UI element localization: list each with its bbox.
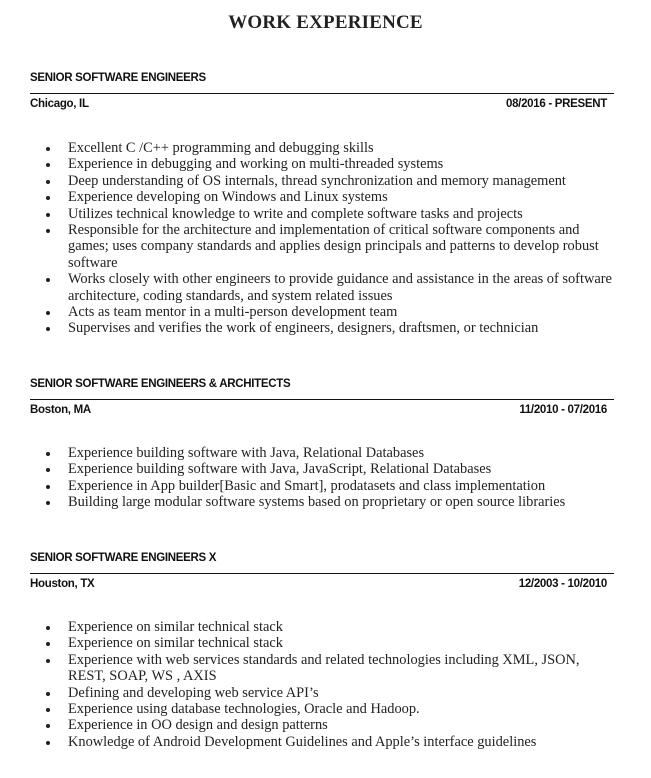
bullet-text: Responsible for the architecture and implementation of critical software components and games; uses company standards and applies design principals and patterns to develop robust software (68, 222, 599, 271)
job-title: SENIOR SOFTWARE ENGINEERS (30, 72, 206, 84)
job-title: SENIOR SOFTWARE ENGINEERS & ARCHITECTS (30, 378, 291, 390)
job-entry (30, 549, 614, 750)
bullet-icon (46, 626, 50, 630)
list-item (30, 222, 620, 271)
list-item (30, 304, 620, 320)
bullet-icon (46, 147, 50, 151)
bullet-text: Deep understanding of OS internals, thread synchronization and memory management (68, 172, 566, 189)
list-item (30, 635, 620, 651)
bullet-icon (46, 180, 50, 184)
job-bullet-list (30, 445, 614, 511)
bullet-text: Experience developing on Windows and Linux systems (68, 189, 388, 206)
bullet-text: Experience on similar technical stack (68, 635, 283, 652)
list-item (30, 271, 620, 304)
job-location: Chicago, IL (30, 98, 89, 110)
bullet-icon (46, 708, 50, 712)
bullet-icon (46, 213, 50, 217)
job-location: Houston, TX (30, 578, 95, 590)
bullet-text: Experience with web services standards and related technologies including XML, JSON, REST, SOAP, WS , AXIS (68, 651, 580, 685)
bullet-icon (46, 278, 50, 282)
page-title: WORK EXPERIENCE (228, 12, 423, 33)
bullet-icon (46, 163, 50, 167)
list-item (30, 140, 620, 156)
list-item (30, 619, 620, 635)
bullet-icon (46, 741, 50, 745)
bullet-text: Experience in OO design and design patterns (68, 717, 328, 734)
bullet-text: Works closely with other engineers to provide guidance and assistance in the areas of software architecture, coding standards, and system related issues (68, 271, 612, 304)
bullet-text: Experience in App builder[Basic and Smart], prodatasets and class implementation (68, 477, 546, 494)
bullet-icon (46, 327, 50, 331)
bullet-text: Experience in debugging and working on multi-threaded systems (68, 156, 444, 173)
bullet-icon (46, 452, 50, 456)
job-meta-row (30, 400, 614, 418)
bullet-icon (46, 692, 50, 696)
job-meta-row (30, 574, 614, 592)
job-title: SENIOR SOFTWARE ENGINEERS X (30, 552, 217, 564)
bullet-icon (46, 501, 50, 505)
bullet-icon (46, 229, 50, 233)
bullet-text: Utilizes technical knowledge to write and complete software tasks and projects (68, 205, 523, 222)
bullet-icon (46, 311, 50, 315)
bullet-text: Experience on similar technical stack (68, 619, 283, 635)
list-item (30, 189, 620, 205)
list-item (30, 445, 620, 461)
job-dates: 08/2016 - PRESENT (505, 98, 607, 110)
bullet-icon (46, 659, 50, 663)
job-dates: 11/2010 - 07/2016 (519, 404, 607, 416)
list-item (30, 717, 620, 733)
bullet-text: Acts as team mentor in a multi-person development team (68, 304, 398, 321)
list-item (30, 494, 620, 510)
job-entry (30, 375, 614, 511)
list-item (30, 652, 620, 685)
bullet-icon (46, 468, 50, 472)
bullet-text: Experience building software with Java, JavaScript, Relational Databases (68, 461, 492, 478)
job-entry (30, 69, 614, 337)
list-item (30, 206, 620, 222)
bullet-icon (46, 724, 50, 728)
list-item (30, 734, 620, 750)
bullet-text: Experience building software with Java, Relational Databases (68, 445, 425, 461)
list-item (30, 478, 620, 494)
list-item (30, 156, 620, 172)
job-bullet-list (30, 619, 614, 750)
list-item (30, 173, 620, 189)
job-location: Boston, MA (30, 404, 91, 416)
bullet-icon (46, 485, 50, 489)
bullet-text: Excellent C /C++ programming and debugging skills (68, 140, 374, 156)
bullet-text: Defining and developing web service API’s (68, 684, 319, 701)
bullet-text: Knowledge of Android Development Guidelines and Apple’s interface guidelines (68, 733, 537, 750)
bullet-text: Experience using database technologies, Oracle and Hadoop. (68, 701, 420, 718)
job-meta-row (30, 94, 614, 112)
list-item (30, 685, 620, 701)
bullet-icon (46, 196, 50, 200)
bullet-text: Building large modular software systems based on proprietary or open source libraries (68, 494, 566, 511)
bullet-text: Supervises and verifies the work of engineers, designers, draftsmen, or technician (68, 320, 539, 337)
job-bullet-list (30, 140, 614, 337)
list-item (30, 320, 620, 336)
job-dates: 12/2003 - 10/2010 (518, 578, 607, 590)
list-item (30, 461, 620, 477)
bullet-icon (46, 642, 50, 646)
list-item (30, 701, 620, 717)
